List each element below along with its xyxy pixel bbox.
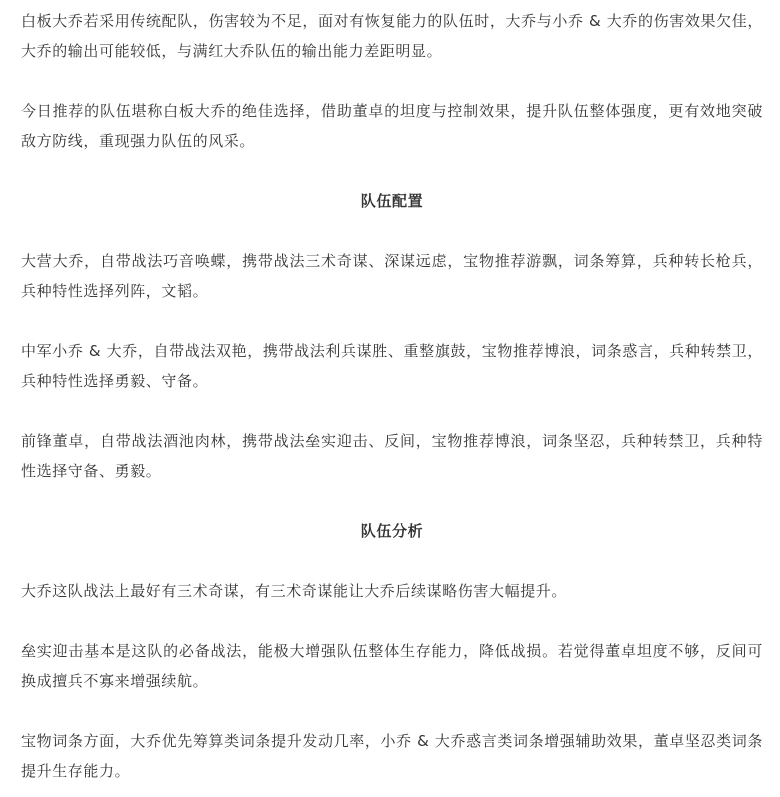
config-paragraph-main-camp: 大营大乔，自带战法巧音唤蝶，携带战法三术奇谋、深谋远虑，宝物推荐游飘，词条筹算，兵种转长枪兵，兵种特性选择列阵，文韬。 (21, 252, 763, 300)
paragraph-spacer (21, 546, 763, 576)
paragraph-spacer (21, 606, 763, 636)
analysis-paragraph-2: 垒实迎击基本是这队的必备战法，能极大增强队伍整体生存能力，降低战损。若觉得董卓坦度不够，反间可换成擅兵不寡来增强续航。 (21, 642, 763, 690)
section-heading-team-config: 队伍配置 (360, 192, 424, 210)
paragraph-spacer (21, 396, 763, 426)
article-body (21, 6, 763, 786)
paragraph-spacer (21, 486, 763, 516)
config-paragraph-middle-army: 中军小乔 & 大乔，自带战法双艳，携带战法利兵谋胜、重整旗鼓，宝物推荐博浪，词条惑言，兵种转禁卫，兵种特性选择勇毅、守备。 (21, 342, 763, 390)
intro-paragraph-1: 白板大乔若采用传统配队，伤害较为不足，面对有恢复能力的队伍时，大乔与小乔 & 大乔的伤害效果欠佳，大乔的输出可能较低，与满红大乔队伍的输出能力差距明显。 (21, 12, 763, 60)
config-paragraph-vanguard: 前锋董卓，自带战法酒池肉林，携带战法垒实迎击、反间，宝物推荐博浪，词条坚忍，兵种转禁卫，兵种特性选择守备、勇毅。 (21, 432, 763, 480)
paragraph-spacer (21, 156, 763, 186)
paragraph-spacer (21, 696, 763, 726)
analysis-paragraph-3: 宝物词条方面，大乔优先筹算类词条提升发动几率，小乔 & 大乔惑言类词条增强辅助效果，董卓坚忍类词条提升生存能力。 (21, 732, 763, 780)
intro-paragraph-2: 今日推荐的队伍堪称白板大乔的绝佳选择，借助董卓的坦度与控制效果，提升队伍整体强度，更有效地突破敌方防线，重现强力队伍的风采。 (21, 102, 763, 150)
paragraph-spacer (21, 216, 763, 246)
section-heading-team-analysis: 队伍分析 (360, 522, 424, 540)
paragraph-spacer (21, 306, 763, 336)
analysis-paragraph-1: 大乔这队战法上最好有三术奇谋，有三术奇谋能让大乔后续谋略伤害大幅提升。 (21, 582, 568, 600)
paragraph-spacer (21, 66, 763, 96)
